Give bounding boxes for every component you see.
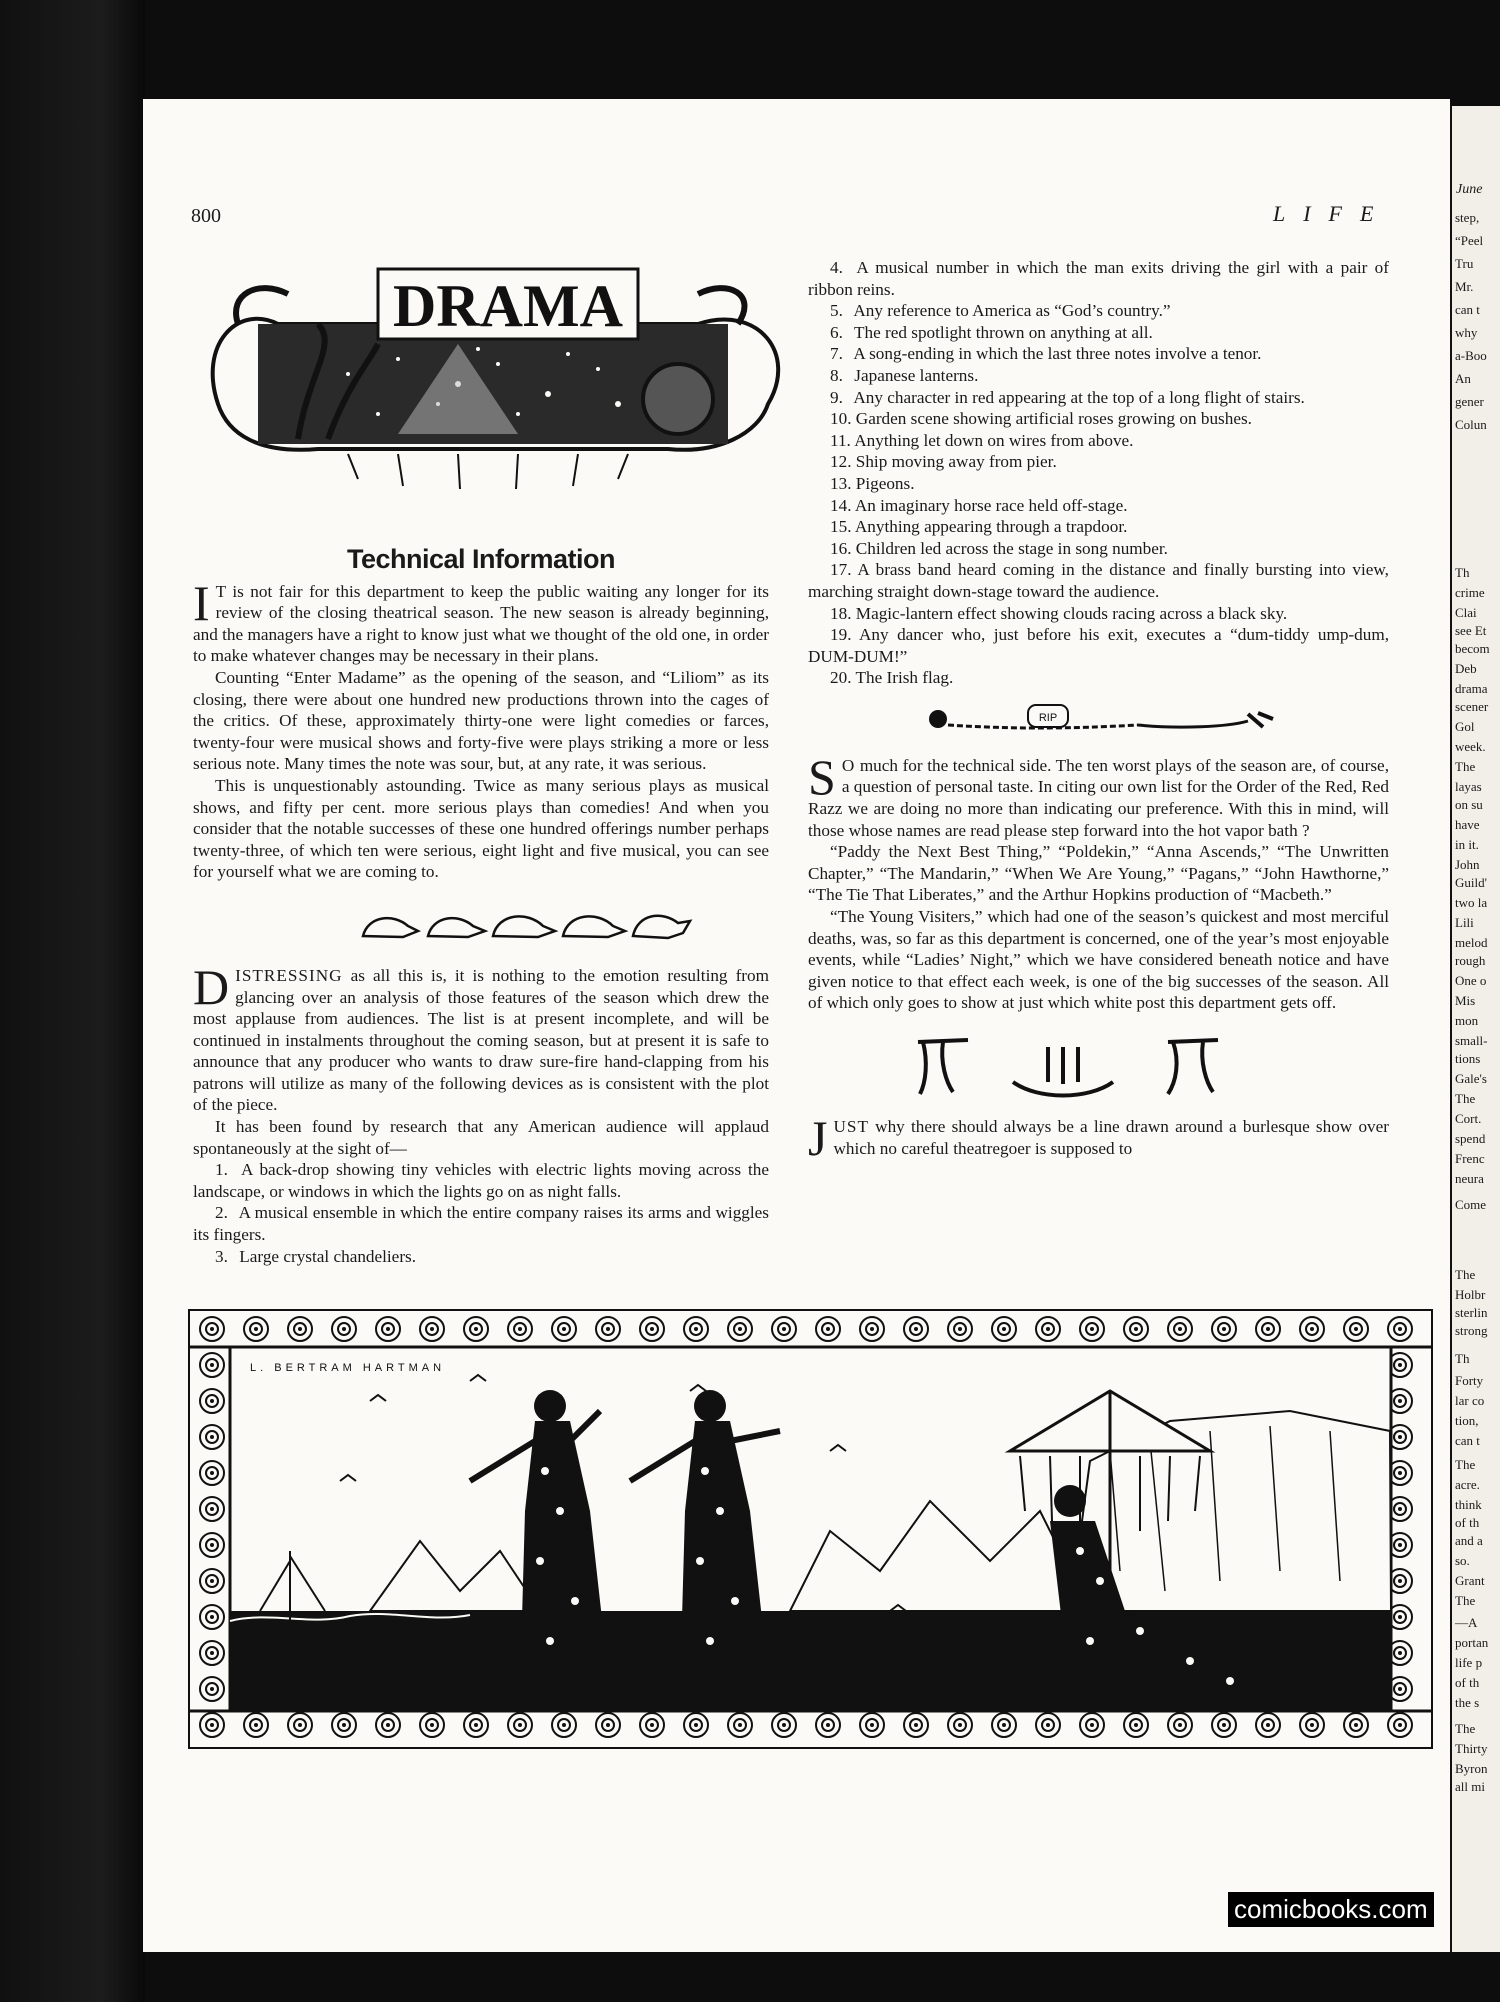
adjacent-page-fragment: The (1455, 1091, 1476, 1106)
distressing-caps: ISTRESSING (235, 965, 343, 985)
list-item: 17. A brass band heard coming in the distance and finally bursting into view, marching straight down-stage toward the audience. (808, 560, 1389, 601)
adjacent-page-fragment: The (1455, 1593, 1476, 1608)
watermark: comicbooks.com (1228, 1892, 1434, 1927)
page-number: 800 (191, 205, 221, 227)
adjacent-page-fragment: of th (1455, 1515, 1480, 1530)
list-item: 1. A back-drop showing tiny vehicles with electric lights moving across the landscape, or windows in which the lights go on as night falls. (193, 1160, 769, 1201)
bottom-banner-illustration (188, 1309, 1433, 1749)
scan-background-left (0, 0, 145, 2002)
adjacent-page-fragment: Mr. (1455, 279, 1474, 294)
adjacent-page-fragment: gener (1455, 394, 1484, 409)
list-item: 15. Anything appearing through a trapdoor. (830, 517, 1128, 537)
list-item: 14. An imaginary horse race held off-stage. (830, 495, 1128, 515)
paragraph-counting: Counting “Enter Madame” as the opening of the season, and “Liliom” as its closing, there were about one hundred new productions thrown into the cages of the critics. Of these, approximately thirty-one were light comedies or farces, twenty-four were musical shows and forty-five were plays striking a more or less serious note. Many times the note was sour, but, at any rate, it was serious. (193, 667, 769, 774)
paragraph-young-visiters: “The Young Visiters,” which had one of the season’s quickest and most merciful deaths, was, so far as this department is concerned, one of the year’s most enjoyable events, while “Ladies’ Night,” which we have considered beneath notice and have given notice to that effect each week, is one of the big successes of the season. All of which only goes to show at just which white post this department gets off. (808, 907, 1389, 1013)
adjacent-page-fragment: One o (1455, 973, 1487, 988)
adjacent-page-fragment: can t (1455, 302, 1480, 317)
adjacent-page-fragment: have (1455, 817, 1480, 832)
adjacent-page-fragment: tions (1455, 1051, 1481, 1066)
adjacent-page-fragment: Cort. (1455, 1111, 1482, 1126)
paragraph-distressing (193, 958, 769, 1116)
paragraph-just-text: why there should always be a line drawn around a burlesque show over which no careful theatregoer is supposed to (833, 1117, 1389, 1158)
adjacent-page-fragment: neura (1455, 1171, 1484, 1186)
adjacent-page-fragment: can t (1455, 1433, 1480, 1448)
adjacent-page-fragment: drama (1455, 681, 1488, 696)
adjacent-page-fragment: crime (1455, 585, 1485, 600)
adjacent-page-fragment: Lili (1455, 915, 1474, 930)
adjacent-page-fragment: Colun (1455, 417, 1487, 432)
adjacent-page-fragment: The (1455, 759, 1476, 774)
paragraph-intro-text: T is not fair for this department to keep the public waiting any longer for its review of the closing theatrical season. The new season is already beginning, and the managers have a right to know just what we thought of the old one, in order to make whatever changes may be necessary in their plans. (193, 581, 769, 666)
adjacent-page-fragment: Holbr (1455, 1287, 1486, 1302)
adjacent-page-fragment: John (1455, 857, 1480, 872)
adjacent-page-fragment: tion, (1455, 1413, 1479, 1428)
left-column (193, 544, 769, 1267)
list-item: 8. Japanese lanterns. (830, 365, 979, 385)
adjacent-page-fragment: mon (1455, 1013, 1479, 1028)
adjacent-page-fragment: “Peel (1455, 233, 1484, 248)
list-item: 11. Anything let down on wires from above. (830, 430, 1134, 450)
paragraph-so-much (808, 748, 1389, 841)
adjacent-page-fragment: see Et (1455, 623, 1487, 638)
adjacent-page-fragment: Clai (1455, 605, 1477, 620)
adjacent-page-fragment: two la (1455, 895, 1488, 910)
adjacent-page-fragment: step, (1455, 210, 1480, 225)
adjacent-page-fragment: lar co (1455, 1393, 1485, 1408)
adjacent-page-fragment: Come (1455, 1197, 1487, 1212)
tombstone-label: RIP (1038, 711, 1058, 724)
right-column (808, 257, 1389, 1166)
list-item: 6. The red spotlight thrown on anything at all. (830, 322, 1153, 342)
dropcap-d: D (193, 958, 230, 1015)
adjacent-page-fragment: so. (1455, 1553, 1470, 1568)
artist-signature: L. BERTRAM HARTMAN (250, 1362, 446, 1374)
paragraph-so-much-text: much for the technical side. The ten worst plays of the season are, of course, a question of personal taste. In citing our own list for the Order of the Red, Red Razz we are doing no more than indicating our preference. With this in mind, will those whose names are read please step forward into the hot vapor bath ? (808, 755, 1389, 840)
adjacent-page-fragment: in it. (1455, 837, 1479, 852)
adjacent-page-fragment: small- (1455, 1033, 1488, 1048)
paragraph-distressing-text: as all this is, it is nothing to the emotion resulting from glancing over an analysis of those features of the season which drew the most applause from audiences. The list is at present incomplete, and will be continued in instalments throughout the coming season, but at present it is safe to announce that any producer who wants to draw sure-fire hand-clapping from his patrons will utilize as many of the following devices as is consistent with the plot of the piece. (193, 965, 769, 1115)
adjacent-page-fragment: The (1455, 1721, 1476, 1736)
adjacent-page-fragment: all mi (1455, 1779, 1485, 1794)
adjacent-page-fragment: Grant (1455, 1573, 1485, 1588)
paragraph-worst-plays: “Paddy the Next Best Thing,” “Poldekin,” “Anna Ascends,” “The Unwritten Chapter,” “The Mandarin,” “When We Are Young,” “Pagans,” “John Hawthorne,” “The Tie That Liberates,” and the Arthur Hopkins production of “Macbeth.” (808, 842, 1389, 905)
adjacent-page-fragment: spend (1455, 1131, 1486, 1146)
adjacent-page-fragment: Deb (1455, 661, 1477, 676)
adjacent-page-fragment: on su (1455, 797, 1483, 812)
list-item: 7. A song-ending in which the last three notes involve a tenor. (830, 344, 1262, 364)
paragraph-research: It has been found by research that any American audience will applaud spontaneously at the sight of— (193, 1117, 769, 1158)
list-item: 3. Large crystal chandeliers. (215, 1246, 417, 1266)
drama-heading: DRAMA (393, 273, 623, 339)
dropcap-i: I (193, 574, 210, 631)
adjacent-page-fragment: melod (1455, 935, 1488, 950)
adjacent-page-fragment: sterlin (1455, 1305, 1488, 1320)
dropcap-j: J (808, 1110, 828, 1166)
adjacent-page-fragment: The (1455, 1267, 1476, 1282)
adjacent-page-fragment: Mis (1455, 993, 1476, 1008)
adjacent-page-header: June (1456, 182, 1483, 197)
adjacent-page-fragment: Thirty (1455, 1741, 1488, 1756)
adjacent-page-fragment: becom (1455, 641, 1490, 656)
adjacent-page-fragment: Gale's (1455, 1071, 1487, 1086)
list-item: 2. A musical ensemble in which the entire company raises its arms and wiggles its fingers. (193, 1203, 769, 1245)
list-item: 18. Magic-lantern effect showing clouds racing across a black sky. (830, 603, 1288, 623)
tombstone-ornament (808, 699, 1389, 739)
legs-ornament (808, 1032, 1389, 1102)
list-item: 16. Children led across the stage in song number. (830, 538, 1168, 558)
paragraph-just (808, 1110, 1389, 1166)
list-item: 20. The Irish flag. (830, 668, 954, 688)
list-item: 10. Garden scene showing artificial roses growing on bushes. (830, 409, 1252, 429)
adjacent-page-fragment: why (1455, 325, 1478, 340)
adjacent-page-fragment: Byron (1455, 1761, 1488, 1776)
adjacent-page-fragment: portan (1455, 1635, 1489, 1650)
adjacent-page-fragment: An (1455, 371, 1471, 386)
so-caps: O (841, 755, 856, 775)
adjacent-page-fragment: rough (1455, 953, 1486, 968)
adjacent-page-fragment: of th (1455, 1675, 1480, 1690)
adjacent-page-fragment: acre. (1455, 1477, 1480, 1492)
adjacent-page-fragment: Forty (1455, 1373, 1484, 1388)
adjacent-page-fragment: life p (1455, 1655, 1483, 1670)
adjacent-page-fragment: —A (1455, 1615, 1478, 1630)
paragraph-astounding: This is unquestionably astounding. Twice as many serious plays as musical shows, and fifty per cent. more serious plays than comedies! And when you consider that the notable successes of these one hundred offerings number perhaps twenty-three, of which ten were serious, eight light and five musical, you can see for yourself what we are coming to. (193, 775, 769, 882)
list-item: 5. Any reference to America as “God’s country.” (830, 301, 1171, 321)
device-list-right (808, 257, 1389, 689)
adjacent-page-fragment: Th (1455, 565, 1470, 580)
adjacent-page-fragment: think (1455, 1497, 1482, 1512)
just-caps: UST (833, 1117, 869, 1136)
adjacent-page-fragment: The (1455, 1457, 1476, 1472)
goose-heads-ornament (193, 901, 769, 951)
adjacent-page-edge (1452, 106, 1500, 1952)
adjacent-page-fragment: Frenc (1455, 1151, 1485, 1166)
paragraph-intro (193, 574, 769, 667)
article-title: Technical Information (346, 544, 616, 574)
list-item: 9. Any character in red appearing at the top of a long flight of stairs. (830, 387, 1305, 407)
list-item: 12. Ship moving away from pier. (830, 452, 1057, 472)
list-item: 13. Pigeons. (830, 473, 915, 493)
adjacent-page-fragment: scener (1455, 699, 1489, 714)
dropcap-s: S (808, 748, 836, 805)
adjacent-page-fragment: and a (1455, 1533, 1483, 1548)
list-item: 4. A musical number in which the man exits driving the girl with a pair of ribbon reins. (808, 258, 1389, 299)
adjacent-page-fragment: Gol (1455, 719, 1475, 734)
adjacent-page-fragment: layas (1455, 779, 1482, 794)
running-head: LIFE (1273, 201, 1392, 226)
adjacent-page-fragment: Tru (1455, 256, 1474, 271)
adjacent-page-fragment: strong (1455, 1323, 1488, 1338)
adjacent-page-fragment: the s (1455, 1695, 1480, 1710)
list-item: 19. Any dancer who, just before his exit, executes a “dum-tiddy ump-dum, DUM-DUM!” (808, 625, 1389, 666)
device-list-left (193, 1159, 769, 1267)
magazine-page (143, 99, 1450, 1952)
adjacent-page-fragment: a-Boo (1455, 348, 1487, 363)
adjacent-page-fragment: Guild' (1455, 875, 1487, 890)
adjacent-page-fragment: Th (1455, 1351, 1470, 1366)
drama-header-illustration (198, 264, 788, 489)
adjacent-page-fragment: week. (1455, 739, 1486, 754)
